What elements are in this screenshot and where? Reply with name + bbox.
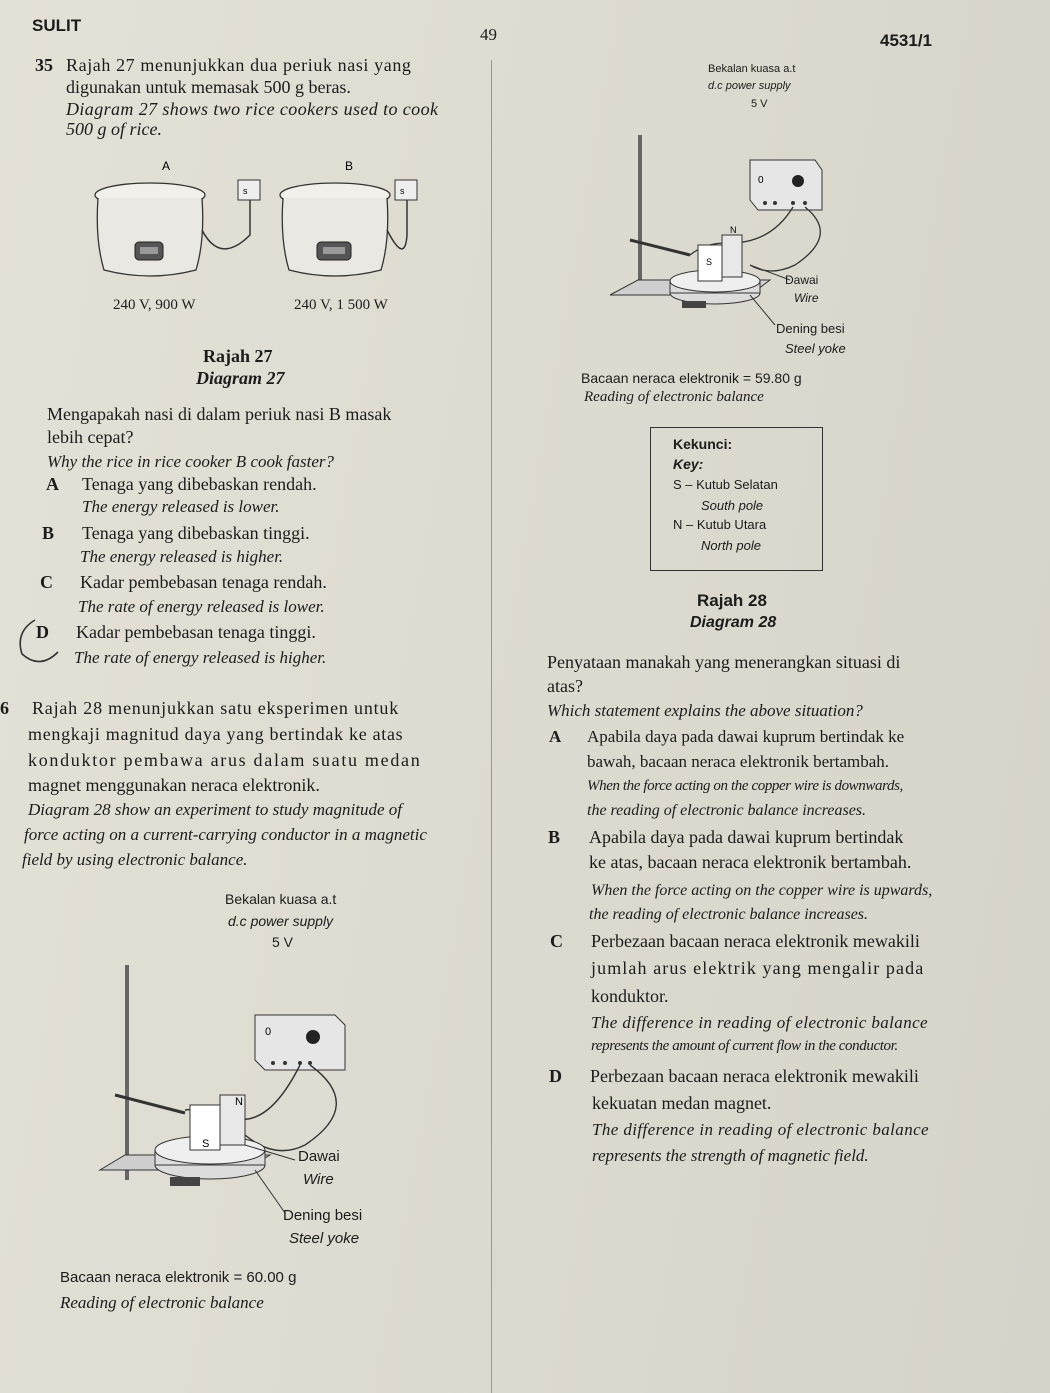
key-n-ms: N – Kutub Utara — [673, 517, 767, 532]
key-n-en: North pole — [701, 538, 761, 553]
right-supply-ms: Bekalan kuasa a.t — [708, 63, 796, 75]
q36-question-ms2: atas? — [547, 676, 583, 696]
left-wire-en: Wire — [303, 1171, 334, 1188]
option-letter: B — [548, 827, 561, 847]
option-text-ms: Kadar pembebasan tenaga rendah. — [80, 572, 327, 592]
rice-cooker-b-icon — [280, 180, 417, 276]
left-wire-ms: Dawai — [298, 1148, 340, 1165]
option-text-ms-2: kekuatan medan magnet. — [592, 1093, 772, 1113]
option-letter: C — [550, 931, 563, 951]
q35-question-en: Why the rice in rice cooker B cook faster? — [47, 452, 335, 471]
option-text-en: The energy released is higher. — [80, 547, 284, 566]
right-yoke-en: Steel yoke — [785, 341, 846, 356]
option-text-ms-2: bawah, bacaan neraca elektronik bertambah. — [587, 752, 890, 771]
left-supply-ms: Bekalan kuasa a.t — [225, 891, 337, 907]
option-text-ms-2: ke atas, bacaan neraca elektronik bertambah. — [589, 852, 912, 872]
option-letter: C — [40, 572, 53, 592]
q36-stem-ms-4: magnet menggunakan neraca elektronik. — [28, 775, 320, 795]
right-yoke-ms: Dening besi — [776, 321, 845, 336]
rice-cooker-a-icon — [95, 180, 260, 276]
diagram27-title: Diagram 27 — [196, 368, 285, 388]
q36-stem-en-2: force acting on a current-carrying conductor in a magnetic — [24, 825, 427, 844]
retort-rod — [125, 965, 129, 1180]
header-sulit: SULIT — [32, 16, 82, 35]
q35-question-ms: Mengapakah nasi di dalam periuk nasi B masak — [47, 404, 392, 424]
q36-stem-ms-1: Rajah 28 menunjukkan satu eksperimen untuk — [32, 698, 400, 718]
left-reading-ms: Bacaan neraca elektronik = 60.00 g — [60, 1269, 297, 1286]
cooker-b-spec: 240 V, 1 500 W — [294, 297, 388, 313]
right-supply-en: d.c power supply — [708, 80, 791, 92]
rice-cookers-figure — [90, 150, 430, 320]
retort-rod — [638, 135, 642, 295]
option-text-en-1: The difference in reading of electronic balance — [592, 1120, 929, 1139]
page-number: 49 — [480, 25, 497, 44]
option-text-ms-2: jumlah arus elektrik yang mengalir pada — [591, 958, 925, 978]
q36-question-ms: Penyataan manakah yang menerangkan situasi di — [547, 652, 901, 672]
option-text-ms-3: konduktor. — [591, 986, 669, 1006]
option-text-ms-1: Perbezaan bacaan neraca elektronik mewakili — [590, 1066, 919, 1086]
svg-text:s: s — [400, 186, 405, 196]
right-wire-en: Wire — [794, 291, 819, 305]
option-text-ms-1: Perbezaan bacaan neraca elektronik mewakili — [591, 931, 920, 951]
option-text-en-2: represents the strength of magnetic field. — [592, 1146, 869, 1165]
option-letter: D — [36, 622, 49, 642]
power-supply-icon — [255, 1015, 345, 1070]
q35-number: 35 — [35, 55, 53, 75]
left-yoke-ms: Dening besi — [283, 1207, 363, 1224]
option-letter: A — [549, 727, 562, 746]
q35-stem-en2: 500 g of rice. — [66, 119, 162, 139]
key-s-ms: S – Kutub Selatan — [673, 477, 778, 492]
option-text-en: The energy released is lower. — [82, 497, 280, 516]
q36-stem-ms-2: mengkaji magnitud daya yang bertindak ke atas — [28, 724, 404, 744]
q35-stem-ms: Rajah 27 menunjukkan dua periuk nasi yang — [66, 55, 412, 75]
option-letter: A — [46, 474, 59, 494]
right-experiment-figure — [600, 115, 860, 345]
option-text-en-1: When the force acting on the copper wire is downwards, — [587, 778, 903, 794]
q36-stem-ms-3: konduktor pembawa arus dalam suatu medan — [28, 750, 422, 770]
q36-number: 6 — [0, 698, 9, 718]
diagram28-title: Diagram 28 — [690, 614, 777, 631]
option-text-en-2: represents the amount of current flow in the conductor. — [591, 1038, 898, 1054]
q36-stem-en-1: Diagram 28 show an experiment to study magnitude of — [28, 800, 402, 819]
right-pole-s: S — [706, 257, 713, 267]
left-pole-n: N — [235, 1096, 243, 1108]
right-wire-ms: Dawai — [785, 273, 819, 287]
right-reading-en: Reading of electronic balance — [584, 389, 764, 405]
key-title-en: Key: — [673, 456, 704, 472]
right-pole-n: N — [730, 225, 737, 235]
magnet-and-balance-icon — [670, 225, 760, 308]
option-text-ms: Tenaga yang dibebaskan tinggi. — [82, 523, 310, 543]
right-voltage: 5 V — [751, 98, 768, 110]
cooker-a-label: A — [162, 159, 171, 173]
paper-code: 4531/1 — [880, 31, 932, 50]
column-divider — [491, 60, 492, 1393]
option-text-en-2: the reading of electronic balance increases. — [587, 802, 867, 819]
left-pole-s: S — [202, 1138, 210, 1150]
option-text-en-1: When the force acting on the copper wire is upwards, — [591, 882, 933, 899]
cooker-b-label: B — [345, 159, 354, 173]
option-letter: B — [42, 523, 55, 543]
left-voltage: 5 V — [272, 934, 294, 950]
svg-text:0: 0 — [758, 175, 764, 186]
key-box — [650, 427, 823, 571]
left-reading-en: Reading of electronic balance — [60, 1293, 264, 1312]
option-text-ms: Tenaga yang dibebaskan rendah. — [82, 474, 317, 494]
left-yoke-en: Steel yoke — [289, 1230, 360, 1247]
right-reading-ms: Bacaan neraca elektronik = 59.80 g — [581, 370, 802, 386]
svg-text:0: 0 — [265, 1026, 272, 1038]
key-s-en: South pole — [701, 498, 764, 513]
option-text-en-2: the reading of electronic balance increases. — [589, 906, 869, 923]
svg-text:s: s — [243, 186, 248, 196]
power-supply-icon — [750, 160, 822, 210]
q35-question-ms2: lebih cepat? — [47, 427, 134, 447]
option-text-ms-1: Apabila daya pada dawai kuprum bertindak — [589, 827, 904, 847]
cooker-a-spec: 240 V, 900 W — [113, 297, 196, 313]
q35-stem-en: Diagram 27 shows two rice cookers used to cook — [66, 99, 439, 119]
left-supply-en: d.c power supply — [228, 913, 334, 929]
option-letter: D — [549, 1066, 562, 1086]
option-text-en: The rate of energy released is lower. — [78, 597, 325, 616]
option-text-ms: Kadar pembebasan tenaga tinggi. — [76, 622, 316, 642]
rajah28-title: Rajah 28 — [697, 591, 767, 610]
option-text-en: The rate of energy released is higher. — [74, 648, 327, 667]
option-text-ms-1: Apabila daya pada dawai kuprum bertindak ke — [587, 727, 905, 746]
rajah27-title: Rajah 27 — [203, 346, 273, 366]
q35-stem-ms2: digunakan untuk memasak 500 g beras. — [66, 77, 351, 97]
option-text-en-1: The difference in reading of electronic balance — [591, 1013, 928, 1032]
q36-question-en: Which statement explains the above situation? — [547, 701, 863, 720]
key-title-ms: Kekunci: — [673, 436, 733, 452]
q36-stem-en-3: field by using electronic balance. — [22, 850, 248, 869]
